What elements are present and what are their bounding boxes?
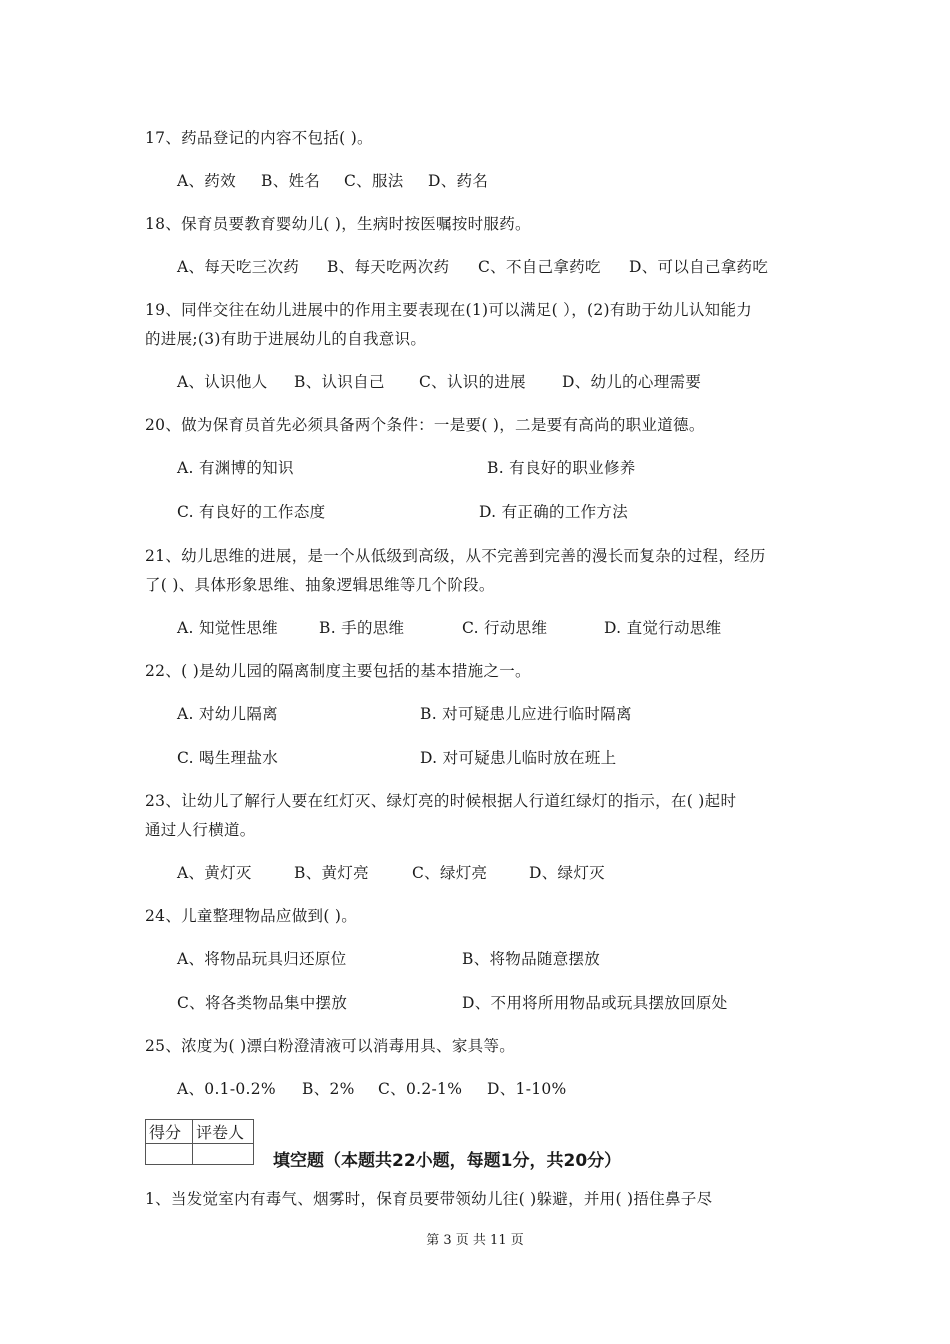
question-22-option-d: D. 对可疑患儿临时放在班上	[420, 749, 617, 767]
question-19-text-line2: 的进展;(3)有助于进展幼儿的自我意识。	[145, 330, 427, 348]
score-table	[145, 1119, 254, 1165]
question-23-option-d: D、绿灯灭	[529, 864, 605, 882]
question-20-option-b: B. 有良好的职业修养	[487, 459, 636, 477]
question-19-option-a: A、认识他人	[177, 373, 268, 391]
question-25-option-d: D、1-10%	[487, 1080, 567, 1098]
grader-header: 评卷人	[193, 1120, 254, 1144]
question-22-option-b: B. 对可疑患儿应进行临时隔离	[420, 705, 632, 723]
question-24-option-a: A、将物品玩具归还原位	[177, 950, 347, 968]
question-21-text-line1: 21、幼儿思维的进展，是一个从低级到高级，从不完善到完善的漫长而复杂的过程，经历	[145, 547, 766, 565]
question-23-text-line2: 通过人行横道。	[145, 821, 256, 839]
question-18-option-a: A、每天吃三次药	[177, 258, 300, 276]
fill-question-1-text: 1、当发觉室内有毒气、烟雾时，保育员要带领幼儿往( )躲避，并用( )捂住鼻子尽	[145, 1190, 713, 1208]
grader-cell	[193, 1144, 254, 1165]
question-17-text: 17、药品登记的内容不包括( )。	[145, 129, 373, 147]
question-23-option-c: C、绿灯亮	[412, 864, 488, 882]
question-20-option-d: D. 有正确的工作方法	[479, 503, 629, 521]
question-19-option-c: C、认识的进展	[419, 373, 526, 391]
score-cell	[146, 1144, 193, 1165]
question-21-option-d: D. 直觉行动思维	[604, 619, 722, 637]
question-17-option-b: B、姓名	[261, 172, 321, 190]
question-23-option-b: B、黄灯亮	[294, 864, 369, 882]
question-25-text: 25、浓度为( )漂白粉澄清液可以消毒用具、家具等。	[145, 1037, 516, 1055]
question-20-option-c: C. 有良好的工作态度	[177, 503, 326, 521]
question-24-option-c: C、将各类物品集中摆放	[177, 994, 348, 1012]
section-title: 填空题（本题共22小题，每题1分，共20分）	[273, 1151, 622, 1171]
question-19-option-d: D、幼儿的心理需要	[562, 373, 702, 391]
question-18-option-d: D、可以自己拿药吃	[629, 258, 769, 276]
question-20-text: 20、做为保育员首先必须具备两个条件：一是要( )，二是要有高尚的职业道德。	[145, 416, 705, 434]
question-23-option-a: A、黄灯灭	[177, 864, 252, 882]
question-25-option-b: B、2%	[302, 1080, 355, 1098]
question-22-text: 22、( )是幼儿园的隔离制度主要包括的基本措施之一。	[145, 662, 531, 680]
question-25-option-a: A、0.1-0.2%	[177, 1080, 276, 1098]
question-18-option-b: B、每天吃两次药	[327, 258, 450, 276]
question-21-text-line2: 了( )、具体形象思维、抽象逻辑思维等几个阶段。	[145, 576, 495, 594]
question-22-option-c: C. 喝生理盐水	[177, 749, 279, 767]
question-25-option-c: C、0.2-1%	[378, 1080, 463, 1098]
question-21-option-c: C. 行动思维	[462, 619, 548, 637]
question-17-option-a: A、药效	[177, 172, 236, 190]
question-19-option-b: B、认识自己	[294, 373, 385, 391]
question-18-text: 18、保育员要教育婴幼儿( )，生病时按医嘱按时服药。	[145, 215, 531, 233]
question-21-option-a: A. 知觉性思维	[177, 619, 278, 637]
question-24-option-b: B、将物品随意摆放	[462, 950, 601, 968]
question-21-option-b: B. 手的思维	[319, 619, 405, 637]
question-17-option-d: D、药名	[428, 172, 489, 190]
question-18-option-c: C、不自己拿药吃	[478, 258, 601, 276]
score-header: 得分	[146, 1120, 193, 1144]
page-footer: 第 3 页 共 11 页	[426, 1233, 524, 1248]
question-19-text-line1: 19、同伴交往在幼儿进展中的作用主要表现在(1)可以满足( ），(2)有助于幼儿认知能力	[145, 301, 753, 319]
question-22-option-a: A. 对幼儿隔离	[177, 705, 278, 723]
question-23-text-line1: 23、让幼儿了解行人要在红灯灭、绿灯亮的时候根据人行道红绿灯的指示，在( )起时	[145, 792, 737, 810]
question-24-text: 24、儿童整理物品应做到( )。	[145, 907, 358, 925]
question-20-option-a: A. 有渊博的知识	[177, 459, 294, 477]
question-24-option-d: D、不用将所用物品或玩具摆放回原处	[462, 994, 728, 1012]
question-17-option-c: C、服法	[344, 172, 404, 190]
